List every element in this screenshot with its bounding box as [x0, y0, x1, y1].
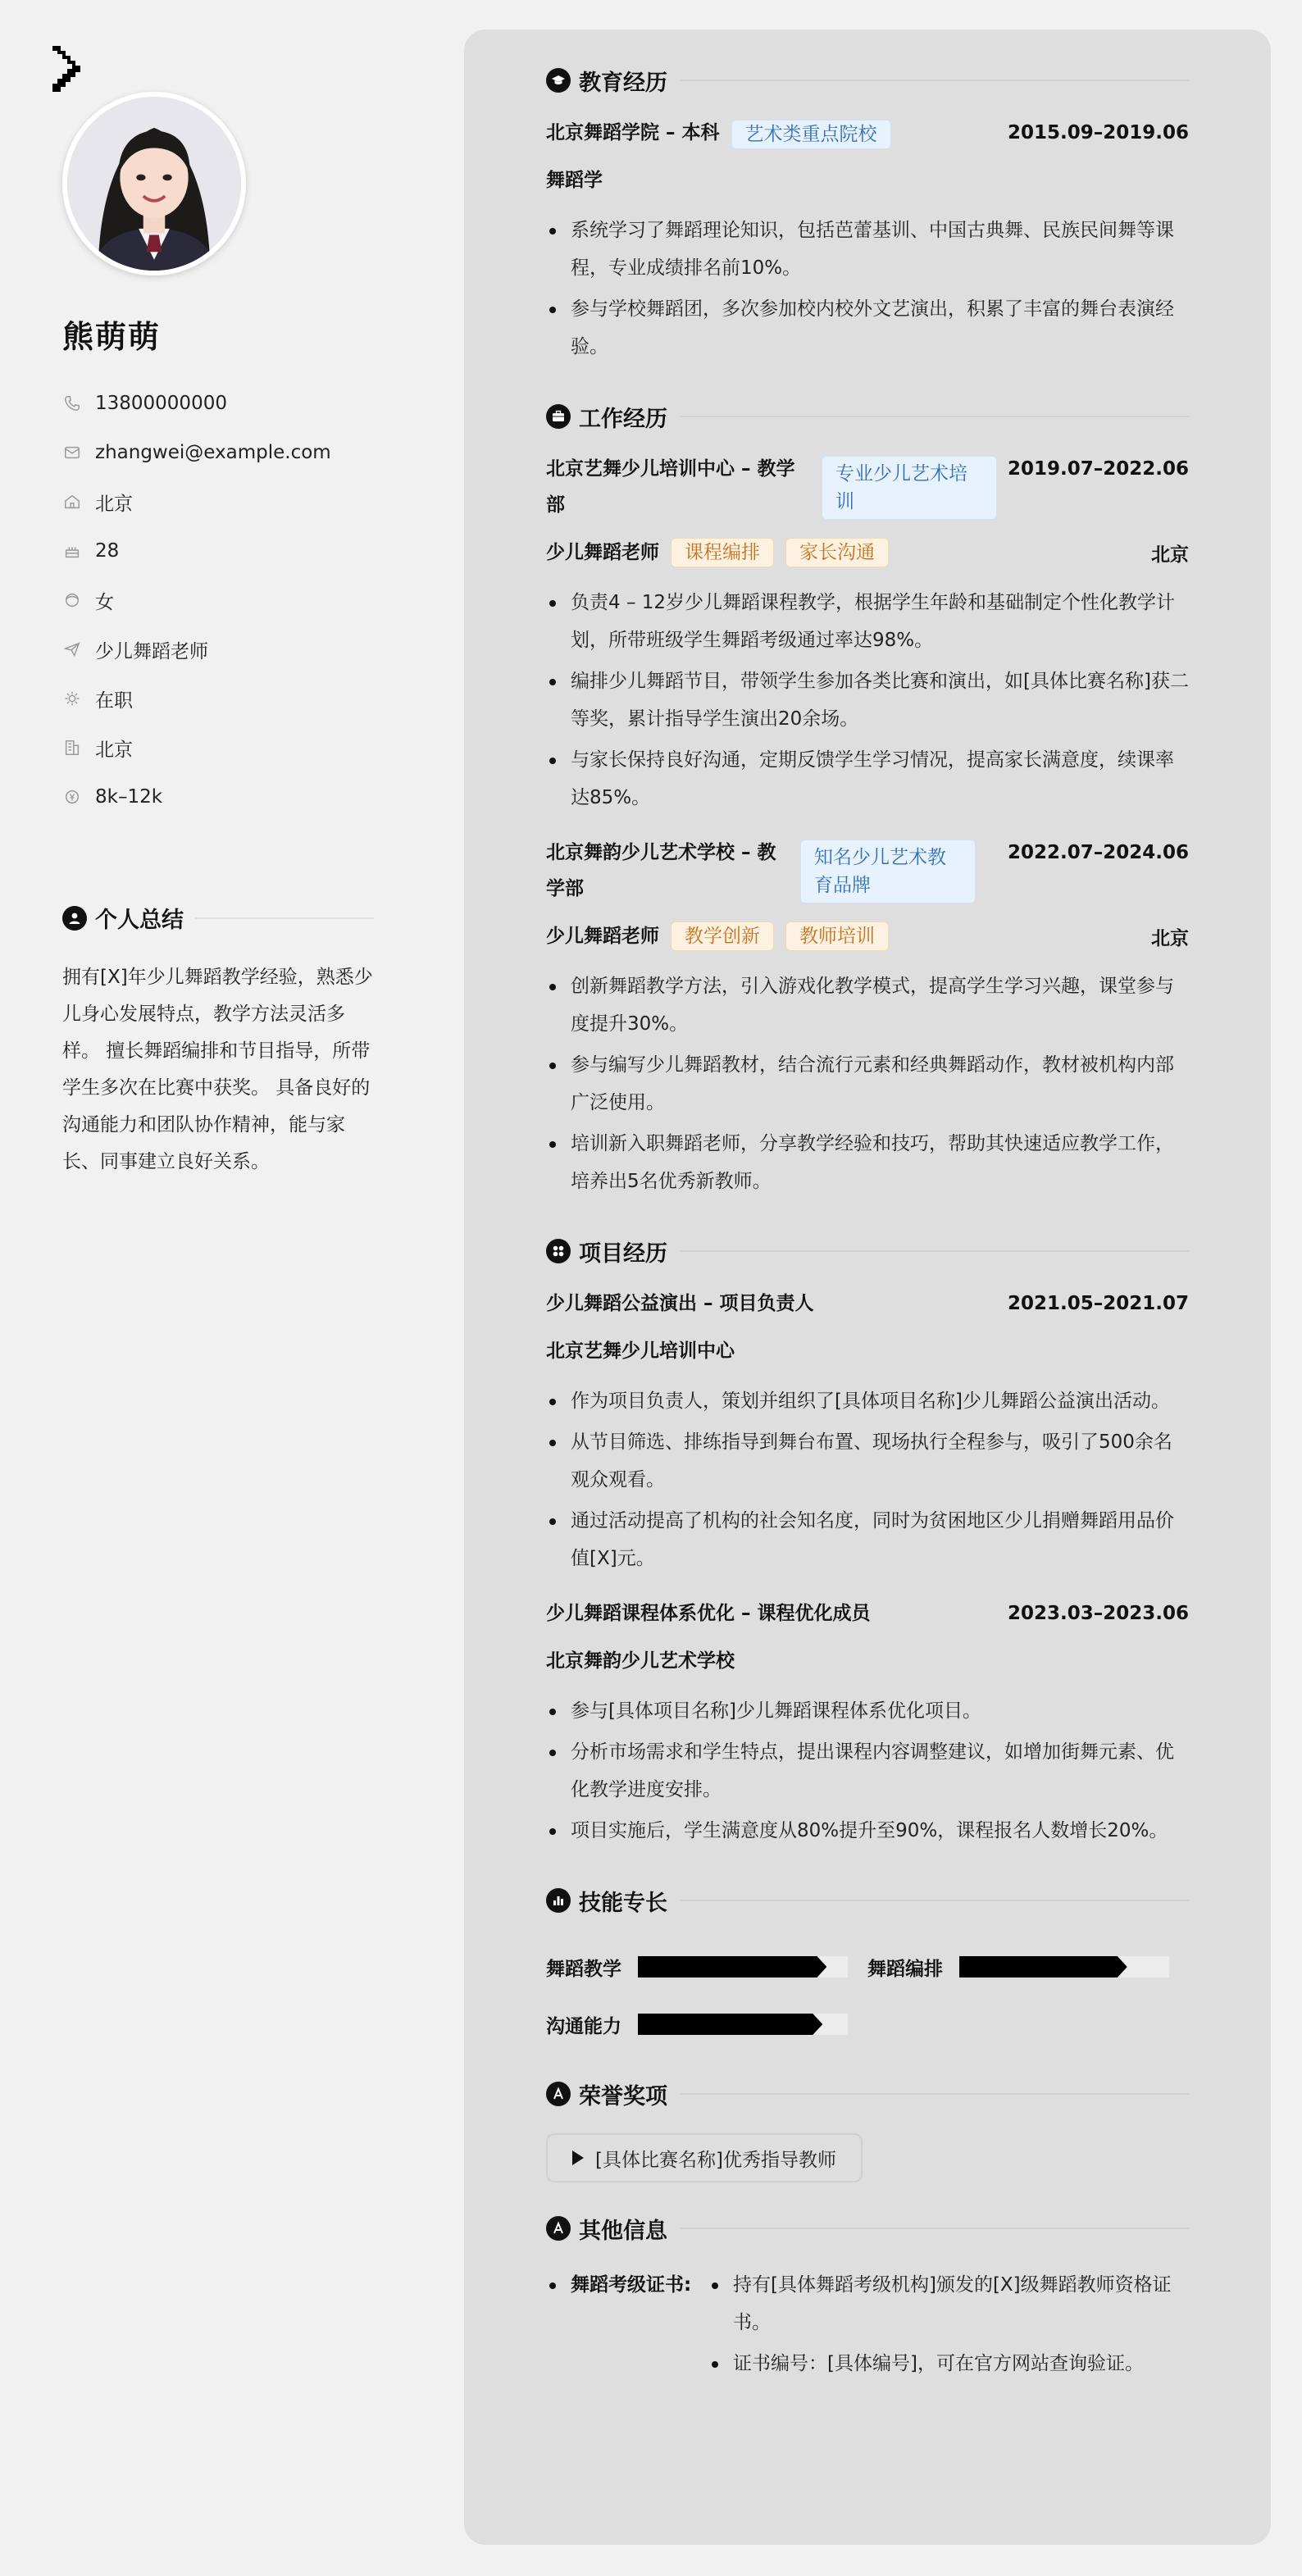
- list-item: 通过活动提高了机构的社会知名度，同时为贫困地区少儿捐赠舞蹈用品价值[X]元。: [546, 1502, 1189, 1577]
- list-item: 项目实施后，学生满意度从80%提升至90%，课程报名人数增长20%。: [546, 1812, 1189, 1850]
- age-value: 28: [95, 540, 120, 562]
- building-icon: [62, 738, 82, 758]
- job-location: 北京: [1151, 927, 1189, 949]
- home-icon: [62, 492, 82, 512]
- company-tag: 专业少儿艺术培训: [822, 456, 997, 520]
- graduation-cap-icon: [546, 68, 571, 93]
- education-section: [546, 61, 1189, 366]
- company-name: 北京舞韵少儿艺术学校 – 教学部: [546, 842, 776, 899]
- phone-icon: [62, 394, 82, 413]
- education-heading: [546, 61, 1189, 100]
- role-tag: 课程编排: [671, 538, 774, 567]
- school-name: 北京舞蹈学院 – 本科: [546, 122, 720, 143]
- list-item: 与家长保持良好沟通，定期反馈学生学习情况，提高家长满意度，续课率达85%。: [546, 741, 1189, 817]
- job-date: 2022.07–2024.06: [1007, 842, 1189, 863]
- skills-list: [546, 1938, 1189, 2053]
- other-section: [546, 2209, 1189, 2386]
- work-title: 工作经历: [579, 406, 667, 432]
- company-name: 北京艺舞少儿培训中心 – 教学部: [546, 458, 795, 516]
- salary-value: 8k–12k: [95, 786, 163, 808]
- briefcase-icon: [546, 404, 571, 429]
- phone-value: 13800000000: [95, 393, 227, 414]
- info-expected-city: [62, 723, 374, 772]
- skill-name: 舞蹈教学: [546, 1958, 621, 1980]
- skill-name: 舞蹈编排: [867, 1958, 943, 1980]
- list-item: 创新舞蹈教学方法，引入游戏化教学模式，提高学生学习兴趣，课堂参与度提升30%。: [546, 967, 1189, 1043]
- certificate-bullets: [708, 2266, 1189, 2386]
- award-item[interactable]: [546, 2133, 863, 2182]
- list-item: 负责4 – 12岁少儿舞蹈课程教学，根据学生年龄和基础制定个性化教学计划，所带班级学生舞蹈考级通过率达98%。: [546, 584, 1189, 659]
- project-entry: [546, 1595, 1189, 1850]
- education-bullets: [546, 212, 1189, 366]
- job-entry: [546, 451, 1189, 817]
- info-age: [62, 526, 374, 576]
- position-value: 少儿舞蹈老师: [95, 640, 208, 662]
- list-item: 证书编号：[具体编号]，可在官方网站查询验证。: [708, 2345, 1189, 2383]
- divider: [681, 1900, 1189, 1901]
- projects-title: 项目经历: [579, 1240, 667, 1267]
- summary-text: 拥有[X]年少儿舞蹈教学经验，熟悉少儿身心发展特点，教学方法灵活多样。 擅长舞蹈编排和节目指导，所带学生多次在比赛中获奖。 具备良好的沟通能力和团队协作精神，能与家长、同事建立良好关系。: [62, 967, 373, 1172]
- project-org: 北京舞韵少儿艺术学校: [546, 1650, 735, 1672]
- info-position: [62, 625, 374, 674]
- contact-info-list: [62, 379, 374, 821]
- skill-name: 沟通能力: [546, 2015, 621, 2037]
- skill-bar-fill: [959, 1956, 1127, 1978]
- project-date: 2021.05–2021.07: [1007, 1293, 1189, 1314]
- job-bullets: [546, 967, 1189, 1200]
- status-icon: [62, 689, 82, 708]
- other-title: 其他信息: [579, 2218, 667, 2244]
- certificate-info: [546, 2266, 1189, 2386]
- education-date: 2015.09–2019.06: [1007, 122, 1189, 143]
- job-bullets: [546, 584, 1189, 817]
- major: 舞蹈学: [546, 170, 603, 191]
- role-tag: 家长沟通: [785, 538, 889, 567]
- avatar: [62, 92, 246, 275]
- info-phone: [62, 379, 374, 428]
- other-heading: [546, 2209, 1189, 2248]
- skill-item: [867, 1954, 1189, 1981]
- info-email: [62, 428, 374, 477]
- money-icon: [62, 787, 82, 807]
- skill-bar-fill: [638, 2014, 822, 2035]
- project-name: 少儿舞蹈课程体系优化 – 课程优化成员: [546, 1603, 871, 1624]
- gender-icon: [62, 590, 82, 610]
- grid-icon: [546, 1239, 571, 1263]
- list-item: 参与[具体项目名称]少儿舞蹈课程体系优化项目。: [546, 1692, 1189, 1730]
- logo-icon: [52, 46, 85, 98]
- info-status: [62, 674, 374, 723]
- projects-section: [546, 1231, 1189, 1850]
- divider: [681, 2228, 1189, 2229]
- status-value: 在职: [95, 690, 133, 712]
- skill-bar: [638, 2014, 848, 2035]
- projects-heading: [546, 1231, 1189, 1271]
- award-icon: [546, 2082, 571, 2106]
- skills-heading: [546, 1881, 1189, 1920]
- resume-content: [546, 61, 1189, 2386]
- info-icon: [546, 2216, 571, 2241]
- project-bullets: [546, 1692, 1189, 1850]
- award-text: [具体比赛名称]优秀指导教师: [595, 2149, 836, 2171]
- list-item: 参与学校舞蹈团，多次参加校内校外文艺演出，积累了丰富的舞台表演经验。: [546, 290, 1189, 366]
- play-icon: [572, 2150, 584, 2165]
- role-tag: 教学创新: [671, 922, 774, 951]
- project-org: 北京艺舞少儿培训中心: [546, 1340, 735, 1362]
- expected-city-value: 北京: [95, 739, 133, 761]
- honors-heading: [546, 2074, 1189, 2114]
- candidate-name: 熊萌萌: [62, 319, 162, 355]
- list-item: 持有[具体舞蹈考级机构]颁发的[X]级舞蹈教师资格证书。: [708, 2266, 1189, 2342]
- send-icon: [62, 639, 82, 659]
- list-item: 系统学习了舞蹈理论知识，包括芭蕾基训、中国古典舞、民族民间舞等课程，专业成绩排名前10%。: [546, 212, 1189, 287]
- summary-heading: [62, 902, 374, 934]
- skill-item: [546, 1954, 867, 1981]
- work-section: [546, 397, 1189, 1200]
- bar-chart-icon: [546, 1888, 571, 1913]
- honors-section: [546, 2074, 1189, 2182]
- skill-item: [546, 2011, 877, 2038]
- city-value: 北京: [95, 493, 133, 515]
- role-tag: 教师培训: [785, 922, 889, 951]
- project-entry: [546, 1286, 1189, 1577]
- user-icon: [62, 906, 87, 931]
- certificate-label: 舞蹈考级证书:: [571, 2274, 692, 2296]
- cake-icon: [62, 541, 82, 561]
- work-heading: [546, 397, 1189, 436]
- divider: [681, 416, 1189, 417]
- gender-value: 女: [95, 591, 114, 613]
- info-gender: [62, 576, 374, 625]
- job-location: 北京: [1151, 544, 1189, 566]
- divider: [681, 80, 1189, 81]
- job-role: 少儿舞蹈老师: [546, 542, 659, 563]
- project-date: 2023.03–2023.06: [1007, 1603, 1189, 1624]
- school-tag: 艺术类重点院校: [731, 120, 891, 149]
- education-title: 教育经历: [579, 70, 667, 96]
- list-item: 参与编写少儿舞蹈教材，结合流行元素和经典舞蹈动作，教材被机构内部广泛使用。: [546, 1046, 1189, 1122]
- project-name: 少儿舞蹈公益演出 – 项目负责人: [546, 1293, 814, 1314]
- email-value: zhangwei@example.com: [95, 442, 331, 463]
- divider: [681, 2093, 1189, 2095]
- divider: [681, 1250, 1189, 1252]
- info-salary: [62, 772, 374, 821]
- skill-bar: [959, 1956, 1169, 1978]
- avatar-photo: [67, 97, 241, 271]
- list-item: 作为项目负责人，策划并组织了[具体项目名称]少儿舞蹈公益演出活动。: [546, 1382, 1189, 1420]
- job-role: 少儿舞蹈老师: [546, 926, 659, 947]
- list-item: 编排少儿舞蹈节目，带领学生参加各类比赛和演出，如[具体比赛名称]获二等奖，累计指导学生演出20余场。: [546, 662, 1189, 738]
- project-bullets: [546, 1382, 1189, 1577]
- list-item: 培训新入职舞蹈老师，分享教学经验和技巧，帮助其快速适应教学工作，培养出5名优秀新教师。: [546, 1125, 1189, 1200]
- skills-title: 技能专长: [579, 1890, 667, 1916]
- honors-title: 荣誉奖项: [579, 2083, 667, 2109]
- skill-bar: [638, 1956, 848, 1978]
- mail-icon: [62, 443, 82, 462]
- skills-section: [546, 1881, 1189, 2053]
- summary-title: 个人总结: [95, 908, 184, 933]
- job-date: 2019.07–2022.06: [1007, 458, 1189, 480]
- list-item: 从节目筛选、排练指导到舞台布置、现场执行全程参与，吸引了500余名观众观看。: [546, 1423, 1189, 1499]
- skill-bar-fill: [638, 1956, 826, 1978]
- education-entry-header: [546, 115, 1189, 151]
- info-city: [62, 477, 374, 526]
- list-item: 分析市场需求和学生特点，提出课程内容调整建议，如增加街舞元素、优化教学进度安排。: [546, 1733, 1189, 1809]
- job-entry: [546, 835, 1189, 1200]
- divider: [195, 917, 374, 919]
- company-tag: 知名少儿艺术教育品牌: [800, 840, 976, 903]
